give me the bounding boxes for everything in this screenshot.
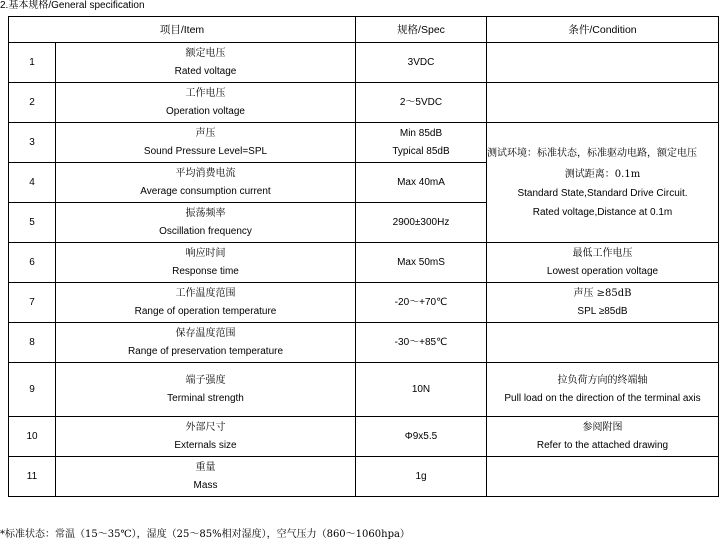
condition-cn: 最低工作电压 <box>572 247 633 259</box>
table-row <box>9 457 719 497</box>
item-cell <box>56 243 356 283</box>
spec-value: 1g <box>415 470 427 482</box>
item-name-cn: 额定电压 <box>185 47 226 59</box>
test-condition-cell <box>487 123 719 243</box>
table-header-row <box>9 17 719 43</box>
row-number: 7 <box>9 283 56 323</box>
spec-cell <box>356 243 487 283</box>
rated-voltage-distance-text: Rated voltage,Distance at 0.1m <box>532 207 673 218</box>
item-name-cn: 响应时间 <box>185 247 226 259</box>
spec-value: Max 50mS <box>397 256 445 268</box>
condition-cell <box>487 283 719 323</box>
row-number: 9 <box>9 363 56 417</box>
table-row <box>9 323 719 363</box>
condition-en: Refer to the attached drawing <box>536 439 669 451</box>
item-name-cn: 外部尺寸 <box>185 421 226 433</box>
item-name-en: Average consumption current <box>140 185 271 197</box>
row-number: 1 <box>9 43 56 83</box>
test-distance-text: 测试距离：0.1m <box>564 169 641 180</box>
row-number: 2 <box>9 83 56 123</box>
spec-cell <box>356 163 487 203</box>
condition-cn: 声压 ≥85dB <box>573 287 632 299</box>
item-name-cn: 端子强度 <box>185 374 226 386</box>
spec-cell <box>356 203 487 243</box>
section-heading: 2.基本规格/General specification <box>0 0 145 11</box>
header-item: 项目/Item <box>9 17 356 43</box>
item-name-cn: 保存温度范围 <box>175 327 236 339</box>
row-number: 4 <box>9 163 56 203</box>
item-name-en: Sound Pressure Level=SPL <box>143 145 268 157</box>
item-cell <box>56 417 356 457</box>
item-name-en: Response time <box>172 265 239 277</box>
item-name-en: Externals size <box>174 439 237 451</box>
row-number: 6 <box>9 243 56 283</box>
item-name-en: Terminal strength <box>167 392 244 404</box>
spec-value: 3VDC <box>407 56 435 68</box>
item-cell <box>56 123 356 163</box>
item-name-en: Rated voltage <box>174 65 237 77</box>
item-name-cn: 振荡频率 <box>185 207 226 219</box>
specification-table <box>8 16 719 497</box>
condition-cn: 拉负荷方向的终端轴 <box>557 374 648 386</box>
spec-cell <box>356 417 487 457</box>
spec-cell <box>356 83 487 123</box>
spec-value: Typical 85dB <box>392 145 450 157</box>
header-condition: 条件/Condition <box>487 17 719 43</box>
condition-cell <box>487 43 719 83</box>
condition-cell <box>487 363 719 417</box>
table-row <box>9 123 719 163</box>
row-number: 10 <box>9 417 56 457</box>
spec-value: -30～+85℃ <box>394 336 448 348</box>
row-number: 11 <box>9 457 56 497</box>
header-spec: 规格/Spec <box>356 17 487 43</box>
item-cell <box>56 323 356 363</box>
table-row <box>9 363 719 417</box>
spec-value: 2900±300Hz <box>392 216 450 228</box>
spec-cell <box>356 457 487 497</box>
item-cell <box>56 163 356 203</box>
footnote: *标准状态：常温（15～35℃），湿度（25～85%相对湿度），空气压力（860～1060hpa） <box>0 529 410 540</box>
row-number: 8 <box>9 323 56 363</box>
table-row <box>9 43 719 83</box>
condition-cell <box>487 83 719 123</box>
spec-value: Max 40mA <box>397 176 445 188</box>
item-name-cn: 声压 <box>195 127 216 139</box>
table-row <box>9 243 719 283</box>
condition-cell <box>487 457 719 497</box>
spec-value: -20～+70℃ <box>394 296 448 308</box>
item-cell <box>56 283 356 323</box>
condition-cell <box>487 417 719 457</box>
item-cell <box>56 203 356 243</box>
item-cell <box>56 83 356 123</box>
table-row <box>9 83 719 123</box>
item-cell <box>56 457 356 497</box>
spec-cell <box>356 123 487 163</box>
item-name-cn: 工作温度范围 <box>175 287 236 299</box>
spec-value: 10N <box>411 383 431 395</box>
condition-en: Lowest operation voltage <box>546 265 659 277</box>
spec-value: Min 85dB <box>399 127 443 139</box>
item-name-cn: 重量 <box>195 461 216 473</box>
condition-en: Pull load on the direction of the terminal axis <box>504 392 701 404</box>
spec-cell <box>356 363 487 417</box>
table-row <box>9 283 719 323</box>
spec-value: Φ9x5.5 <box>404 430 438 442</box>
item-name-en: Range of operation temperature <box>134 305 277 317</box>
row-number: 3 <box>9 123 56 163</box>
table-row <box>9 417 719 457</box>
row-number: 5 <box>9 203 56 243</box>
condition-cn: 参阅附图 <box>582 421 623 433</box>
item-cell <box>56 43 356 83</box>
item-name-cn: 平均消费电流 <box>175 167 236 179</box>
item-name-en: Range of preservation temperature <box>127 345 284 357</box>
condition-en: SPL ≥85dB <box>577 305 628 317</box>
condition-cell <box>487 323 719 363</box>
spec-cell <box>356 43 487 83</box>
item-name-cn: 工作电压 <box>185 87 226 99</box>
item-name-en: Mass <box>193 479 218 491</box>
item-cell <box>56 363 356 417</box>
standard-state-text: Standard State,Standard Drive Circuit. <box>517 188 688 199</box>
spec-cell <box>356 283 487 323</box>
condition-cell <box>487 243 719 283</box>
spec-value: 2～5VDC <box>399 96 443 108</box>
test-environment-text: 测试环境：标准状态，标准驱动电路，额定电压 <box>487 148 697 159</box>
spec-cell <box>356 323 487 363</box>
item-name-en: Oscillation frequency <box>159 225 252 237</box>
item-name-en: Operation voltage <box>166 105 245 117</box>
